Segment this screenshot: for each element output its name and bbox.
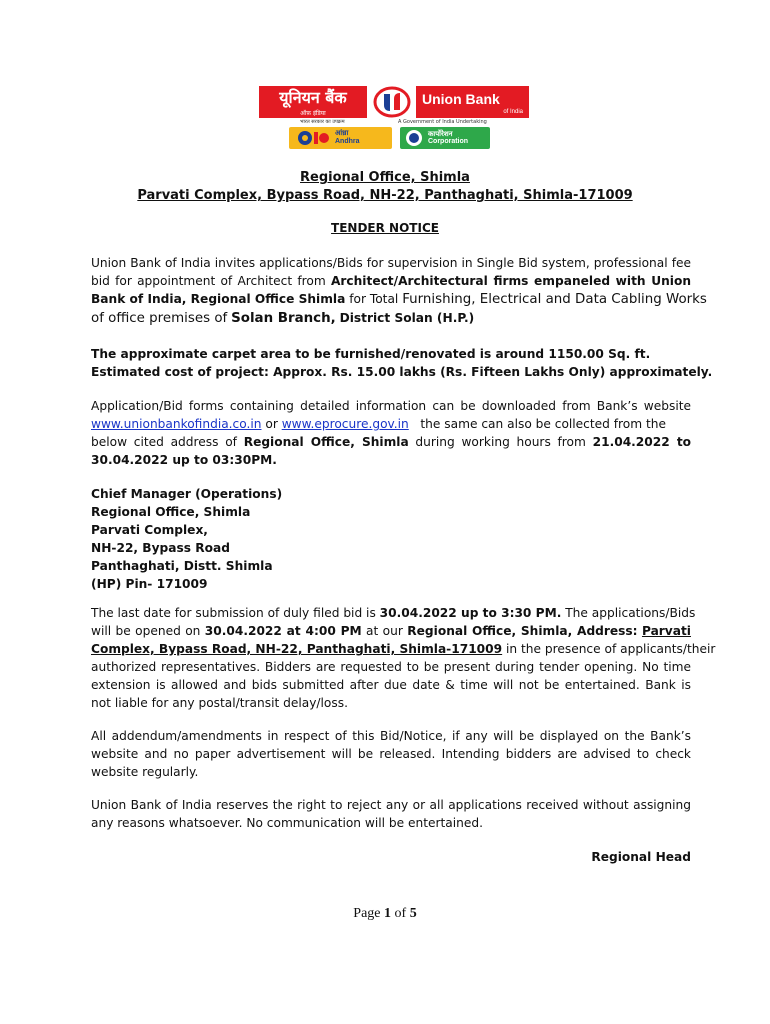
intro-line-1: Union Bank of India invites applications/Bids for supervision in Single Bid system, professional fee bbox=[91, 256, 691, 270]
estimate-line-1: The approximate carpet area to be furnished/renovated is around 1150.00 Sq. ft. bbox=[91, 347, 651, 361]
intro-line-4: of office premises of Solan Branch, District Solan (H.P.) bbox=[91, 311, 475, 326]
reserve-line-2: any reasons whatsoever. No communication will be entertained. bbox=[91, 816, 483, 830]
submission-paragraph bbox=[91, 604, 716, 712]
address-line-5: Panthaghati, Distt. Shimla bbox=[91, 559, 273, 573]
total-page-number: 5 bbox=[409, 906, 417, 921]
corporation-emblem-icon bbox=[404, 129, 424, 147]
eprocure-website-link[interactable]: www.eprocure.gov.in bbox=[281, 417, 409, 431]
tagline-english: A Government of India Undertaking bbox=[398, 119, 487, 125]
download-line-3: below cited address of Regional Office, Shimla during working hours from 21.04.2022 to bbox=[91, 435, 692, 449]
contact-address-block bbox=[91, 485, 691, 593]
hindi-sub-name: ऑफ़ इंडिया bbox=[300, 110, 326, 117]
office-heading: Regional Office, Shimla bbox=[300, 170, 470, 185]
address-line-3: Parvati Complex, bbox=[91, 523, 208, 537]
english-sub-name: of India bbox=[503, 109, 523, 115]
reserve-line-1: Union Bank of India reserves the right to reject any or all applications received without assigning bbox=[91, 798, 691, 812]
corporation-bank-logo bbox=[400, 127, 490, 149]
andhra-english: Andhra bbox=[335, 138, 360, 145]
addendum-line-2: website and no paper advertisement will be released. Intending bidders are advised to check bbox=[91, 747, 691, 761]
andhra-emblem-icon bbox=[295, 130, 331, 146]
signature-regional-head: Regional Head bbox=[591, 850, 691, 864]
estimate-line-2: Estimated cost of project: Approx. Rs. 15.00 lakhs (Rs. Fifteen Lakhs Only) approximately. bbox=[91, 365, 713, 379]
reserve-paragraph bbox=[91, 796, 691, 832]
download-line-4: 30.04.2022 up to 03:30PM. bbox=[91, 453, 277, 467]
tagline-hindi: भारत सरकार का उपक्रम bbox=[300, 119, 345, 125]
hindi-name-box bbox=[259, 86, 367, 118]
intro-paragraph bbox=[91, 254, 707, 328]
address-line-2: Regional Office, Shimla bbox=[91, 505, 251, 519]
intro-line-3: Bank of India, Regional Office Shimla for Total Furnishing, Electrical and Data Cabling Works bbox=[91, 292, 707, 307]
intro-line-2: bid for appointment of Architect from Architect/Architectural firms empaneled with Union bbox=[91, 274, 692, 288]
estimate-paragraph bbox=[91, 345, 713, 381]
address-line-4: NH-22, Bypass Road bbox=[91, 541, 230, 555]
andhra-bank-logo bbox=[289, 127, 392, 149]
submission-line-6: not liable for any postal/transit delay/loss. bbox=[91, 696, 348, 710]
address-heading: Parvati Complex, Bypass Road, NH-22, Panthaghati, Shimla-171009 bbox=[137, 188, 633, 203]
union-bank-logo bbox=[259, 86, 529, 122]
addendum-line-1: All addendum/amendments in respect of this Bid/Notice, if any will be displayed on the Bank’s bbox=[91, 729, 691, 743]
corp-english: Corporation bbox=[428, 138, 469, 145]
submission-line-2: will be opened on 30.04.2022 at 4:00 PM at our Regional Office, Shimla, Address: Parvati bbox=[91, 624, 691, 638]
addendum-paragraph bbox=[91, 727, 691, 781]
download-line-2: www.unionbankofindia.co.in or www.eprocure.gov.in the same can also be collected from the bbox=[91, 417, 667, 431]
submission-line-4: authorized representatives. Bidders are requested to be present during tender opening. No time bbox=[91, 660, 691, 674]
address-line-6: (HP) Pin- 171009 bbox=[91, 577, 208, 591]
current-page-number: 1 bbox=[384, 906, 392, 921]
union-bank-emblem-icon bbox=[373, 86, 411, 118]
download-paragraph bbox=[91, 397, 691, 469]
submission-line-1: The last date for submission of duly filed bid is 30.04.2022 up to 3:30 PM. The applications/Bids bbox=[91, 606, 696, 620]
andhra-hindi: आंध्रा bbox=[335, 130, 349, 137]
download-line-1: Application/Bid forms containing detailed information can be downloaded from Bank’s website bbox=[91, 399, 691, 413]
page-number-footer: Page 1 of 5 bbox=[353, 906, 417, 921]
submission-line-3: Complex, Bypass Road, NH-22, Panthaghati, Shimla-171009 in the presence of applicants/their bbox=[91, 642, 716, 656]
address-line-1: Chief Manager (Operations) bbox=[91, 487, 283, 501]
hindi-bank-name: यूनियन बैंक bbox=[279, 88, 347, 107]
english-bank-name: Union Bank bbox=[422, 91, 500, 107]
addendum-line-3: website regularly. bbox=[91, 765, 199, 779]
english-name-box bbox=[416, 86, 529, 118]
tender-notice-title: TENDER NOTICE bbox=[331, 221, 439, 235]
unionbank-website-link[interactable]: www.unionbankofindia.co.in bbox=[91, 417, 262, 431]
submission-line-5: extension is allowed and bids submitted after due date & time will not be entertained. Bank is bbox=[91, 678, 691, 692]
corp-hindi: कार्पोरेशन bbox=[428, 131, 453, 138]
